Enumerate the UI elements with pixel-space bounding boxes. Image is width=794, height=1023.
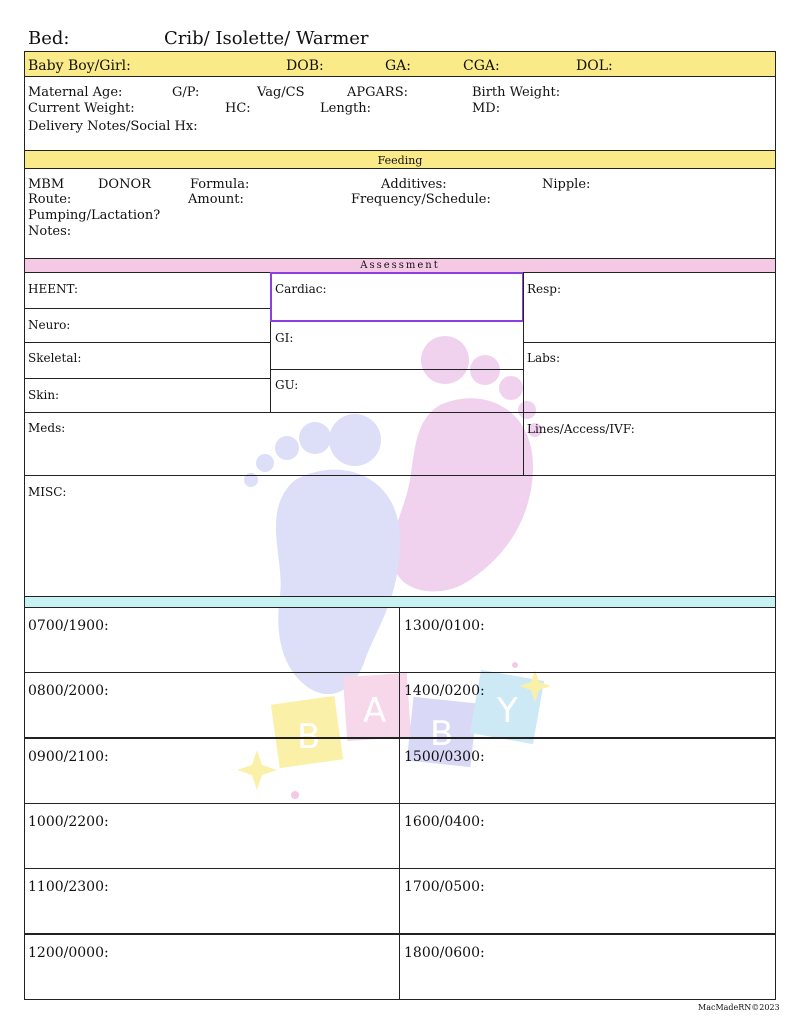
hc-label: HC: (225, 101, 251, 116)
pumping-label: Pumping/Lactation? (28, 208, 161, 223)
time-slot-label: 1200/0000: (28, 945, 109, 961)
skin-box (24, 378, 271, 413)
dob-label: DOB: (286, 58, 324, 74)
time-slot-label: 1600/0400: (404, 814, 485, 830)
apgars-label: APGARS: (347, 85, 408, 100)
time-slot-left (24, 738, 400, 804)
feeding-box (24, 168, 776, 259)
lines-label: Lines/Access/IVF: (527, 422, 635, 436)
footer-credit: MacMadeRN©2023 (698, 1003, 780, 1012)
meds-label: Meds: (28, 421, 66, 435)
frequency-label: Frequency/Schedule: (351, 192, 491, 207)
lines-box (523, 412, 776, 476)
bed-label: Bed: (28, 28, 70, 49)
time-slot-right (399, 672, 776, 738)
route-label: Route: (28, 192, 72, 207)
demographics-bar (24, 51, 776, 77)
baby-label: Baby Boy/Girl: (28, 58, 131, 74)
time-slot-left (24, 803, 400, 869)
time-slot-right (399, 803, 776, 869)
resp-label: Resp: (527, 282, 562, 296)
neuro-label: Neuro: (28, 318, 71, 332)
cardiac-box[interactable] (270, 272, 524, 322)
current-weight-label: Current Weight: (28, 101, 135, 116)
misc-label: MISC: (28, 485, 67, 499)
time-slot-label: 1100/2300: (28, 879, 109, 895)
time-slot-label: 1300/0100: (404, 618, 485, 634)
time-slot-label: 0900/2100: (28, 749, 109, 765)
amount-label: Amount: (188, 192, 244, 207)
skin-label: Skin: (28, 388, 60, 402)
time-slot-left (24, 672, 400, 738)
feeding-notes-label: Notes: (28, 224, 72, 239)
donor-label: DONOR (98, 177, 151, 192)
bed-type-label: Crib/ Isolette/ Warmer (164, 28, 369, 49)
skeletal-label: Skeletal: (28, 351, 82, 365)
block-letter: Y (497, 691, 518, 731)
dol-label: DOL: (576, 58, 613, 74)
labs-box (523, 342, 776, 413)
additives-label: Additives: (381, 177, 447, 192)
cga-label: CGA: (463, 58, 500, 74)
time-slot-label: 1700/0500: (404, 879, 485, 895)
labs-label: Labs: (527, 351, 561, 365)
gu-label: GU: (275, 378, 299, 392)
delivery-notes-label: Delivery Notes/Social Hx: (28, 119, 198, 134)
time-slot-right (399, 607, 776, 673)
time-slot-left (24, 868, 400, 934)
skeletal-box (24, 342, 271, 379)
assessment-bar (24, 258, 776, 273)
meds-box (24, 412, 524, 476)
ga-label: GA: (385, 58, 412, 74)
nipple-label: Nipple: (542, 177, 591, 192)
time-slot-label: 1500/0300: (404, 749, 485, 765)
gi-label: GI: (275, 331, 294, 345)
maternal-age-label: Maternal Age: (28, 85, 123, 100)
heent-box (24, 272, 271, 309)
misc-box (24, 475, 776, 597)
gi-box (270, 320, 524, 370)
time-slot-label: 1000/2200: (28, 814, 109, 830)
assessment-title: Assessment (360, 260, 440, 271)
neuro-box (24, 308, 271, 343)
heent-label: HEENT: (28, 282, 79, 296)
birth-weight-label: Birth Weight: (472, 85, 561, 100)
time-slot-label: 1800/0600: (404, 945, 485, 961)
time-slot-label: 0800/2000: (28, 683, 109, 699)
gp-label: G/P: (172, 85, 200, 100)
length-label: Length: (320, 101, 371, 116)
cardiac-label: Cardiac: (275, 282, 327, 296)
formula-label: Formula: (190, 177, 250, 192)
time-slot-right (399, 738, 776, 804)
time-slot-left (24, 934, 400, 1000)
block-letter: B (430, 714, 454, 754)
time-slot-label: 0700/1900: (28, 618, 109, 634)
resp-box (523, 272, 776, 343)
time-slot-right (399, 934, 776, 1000)
time-slot-left (24, 607, 400, 673)
mbm-label: MBM (28, 177, 65, 192)
feeding-bar (24, 150, 776, 169)
block-letter: A (363, 691, 387, 731)
time-slot-right (399, 868, 776, 934)
gu-box (270, 369, 524, 413)
time-slot-label: 1400/0200: (404, 683, 485, 699)
md-label: MD: (472, 101, 501, 116)
block-letter: B (297, 717, 321, 757)
vag-cs-label: Vag/CS (257, 85, 305, 100)
maternal-info-box (24, 76, 776, 151)
feeding-title: Feeding (377, 154, 423, 167)
